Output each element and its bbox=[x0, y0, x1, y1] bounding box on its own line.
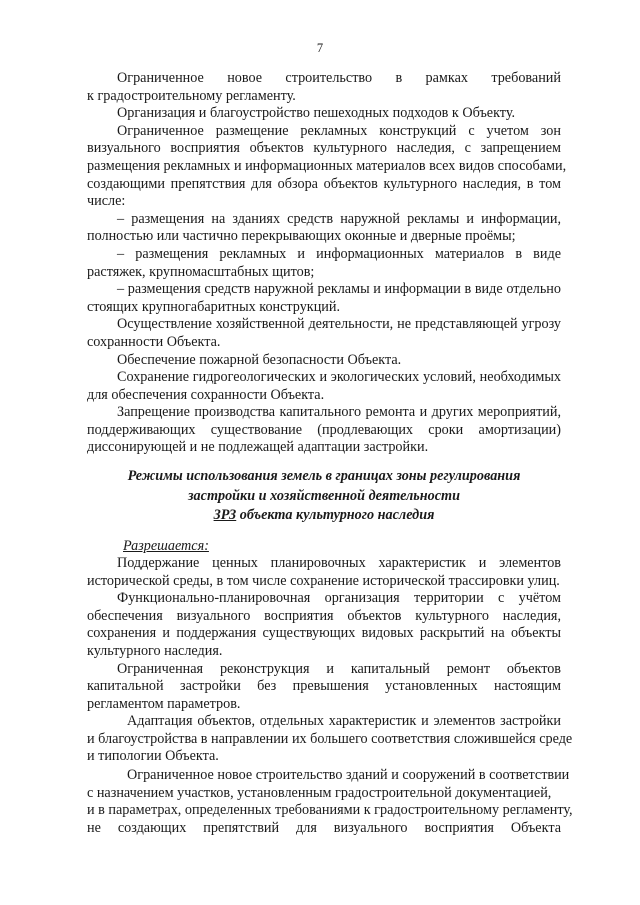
heading-line: застройки и хозяйственной деятельности bbox=[188, 487, 460, 504]
adaptation-paragraph bbox=[87, 713, 573, 766]
heading-line: Режимы использования земель в границах зоны регулирования bbox=[127, 468, 521, 484]
paragraph-line: Адаптация объектов, отдельных характеристик и элементов застройки bbox=[127, 713, 561, 729]
paragraph-line: Запрещение производства капитального ремонта и других мероприятий, bbox=[117, 404, 561, 421]
heading-line bbox=[87, 506, 561, 526]
paragraph-line: не создающих препятствий для визуального восприятия Объекта bbox=[87, 819, 561, 836]
paragraph-line: сохранения и поддержания существующих видовых раскрытий на объекты bbox=[87, 625, 561, 642]
paragraph-line: исторической среды, в том числе сохранение исторической трассировки улиц. bbox=[87, 572, 560, 589]
allowed-label: Разрешается: bbox=[123, 538, 209, 554]
paragraph-line: визуального восприятия объектов культурного наследия, с запрещением bbox=[87, 140, 561, 157]
zone-abbreviation: ЗРЗ bbox=[213, 507, 237, 523]
paragraph-line: регламентом параметров. bbox=[87, 695, 241, 712]
paragraph-line: Ограниченное новое строительство в рамках требований bbox=[117, 70, 561, 86]
list-item-line: – размещения на зданиях средств наружной рекламы и информации, bbox=[117, 210, 561, 227]
paragraph-line: размещения рекламных и информационных материалов всех видов способами, bbox=[87, 157, 567, 174]
list-item-line: стоящих крупногабаритных конструкций. bbox=[87, 298, 341, 315]
paragraph-line: и типологии Объекта. bbox=[87, 748, 219, 765]
paragraph-line: и благоустройства в направлении их большего соответствия сложившейся среде bbox=[87, 730, 573, 747]
list-item-line: – размещения средств наружной рекламы и информации в виде отдельно bbox=[117, 281, 561, 298]
list-item-line: полностью или частично перекрывающих оконные и дверные проёмы; bbox=[87, 228, 516, 245]
paragraph-line: капитальной застройки без превышения установленных настоящим bbox=[87, 678, 561, 695]
paragraph-line: к градостроительному регламенту. bbox=[87, 87, 296, 104]
list-item-line: – размещения рекламных и информационных материалов в виде bbox=[117, 245, 561, 262]
paragraph-line: Ограниченная реконструкция и капитальный ремонт объектов bbox=[117, 660, 561, 677]
page-number: 7 bbox=[316, 41, 324, 55]
paragraph-line: Организация и благоустройство пешеходных подходов к Объекту. bbox=[117, 105, 516, 122]
heading-line-rest: объекта культурного наследия bbox=[236, 507, 435, 523]
paragraph-line: культурного наследия. bbox=[87, 642, 223, 659]
allowed-paragraphs bbox=[87, 555, 561, 713]
paragraph-line: диссонирующей и не подлежащей адаптации застройки. bbox=[87, 439, 429, 456]
section-heading bbox=[87, 467, 561, 526]
paragraph-line: Осуществление хозяйственной деятельности, не представляющей угрозу bbox=[117, 316, 561, 333]
paragraph-line: и в параметрах, определенных требованиями к градостроительному регламенту, bbox=[87, 802, 573, 819]
allowed-section bbox=[87, 538, 561, 556]
new-construction-paragraph bbox=[87, 767, 573, 837]
paragraph-line: для обеспечения сохранности Объекта. bbox=[87, 386, 325, 403]
paragraph-line: с назначением участков, установленным градостроительной документацией, bbox=[87, 784, 552, 801]
list-item-line: растяжек, крупномасштабных щитов; bbox=[87, 263, 315, 280]
paragraph-line: создающими препятствия для обзора объектов культурного наследия, в том bbox=[87, 175, 561, 192]
paragraph-line: поддерживающих существование (продлевающих сроки амортизации) bbox=[87, 421, 561, 438]
regulations-paragraphs bbox=[87, 70, 567, 457]
paragraph-line: Ограниченное размещение рекламных конструкций с учетом зон bbox=[117, 122, 561, 139]
paragraph-line: обеспечения визуального восприятия объектов культурного наследия, bbox=[87, 607, 561, 624]
paragraph-line: Ограниченное новое строительство зданий и сооружений в соответствии bbox=[127, 767, 570, 783]
paragraph-line: Сохранение гидрогеологических и экологических условий, необходимых bbox=[117, 369, 561, 386]
paragraph-line: Обеспечение пожарной безопасности Объекта. bbox=[117, 351, 402, 368]
paragraph-line: Функционально-планировочная организация территории с учётом bbox=[117, 590, 561, 607]
paragraph-line: Поддержание ценных планировочных характеристик и элементов bbox=[117, 555, 561, 571]
paragraph-line: сохранности Объекта. bbox=[87, 333, 221, 350]
paragraph-line: числе: bbox=[87, 193, 126, 210]
